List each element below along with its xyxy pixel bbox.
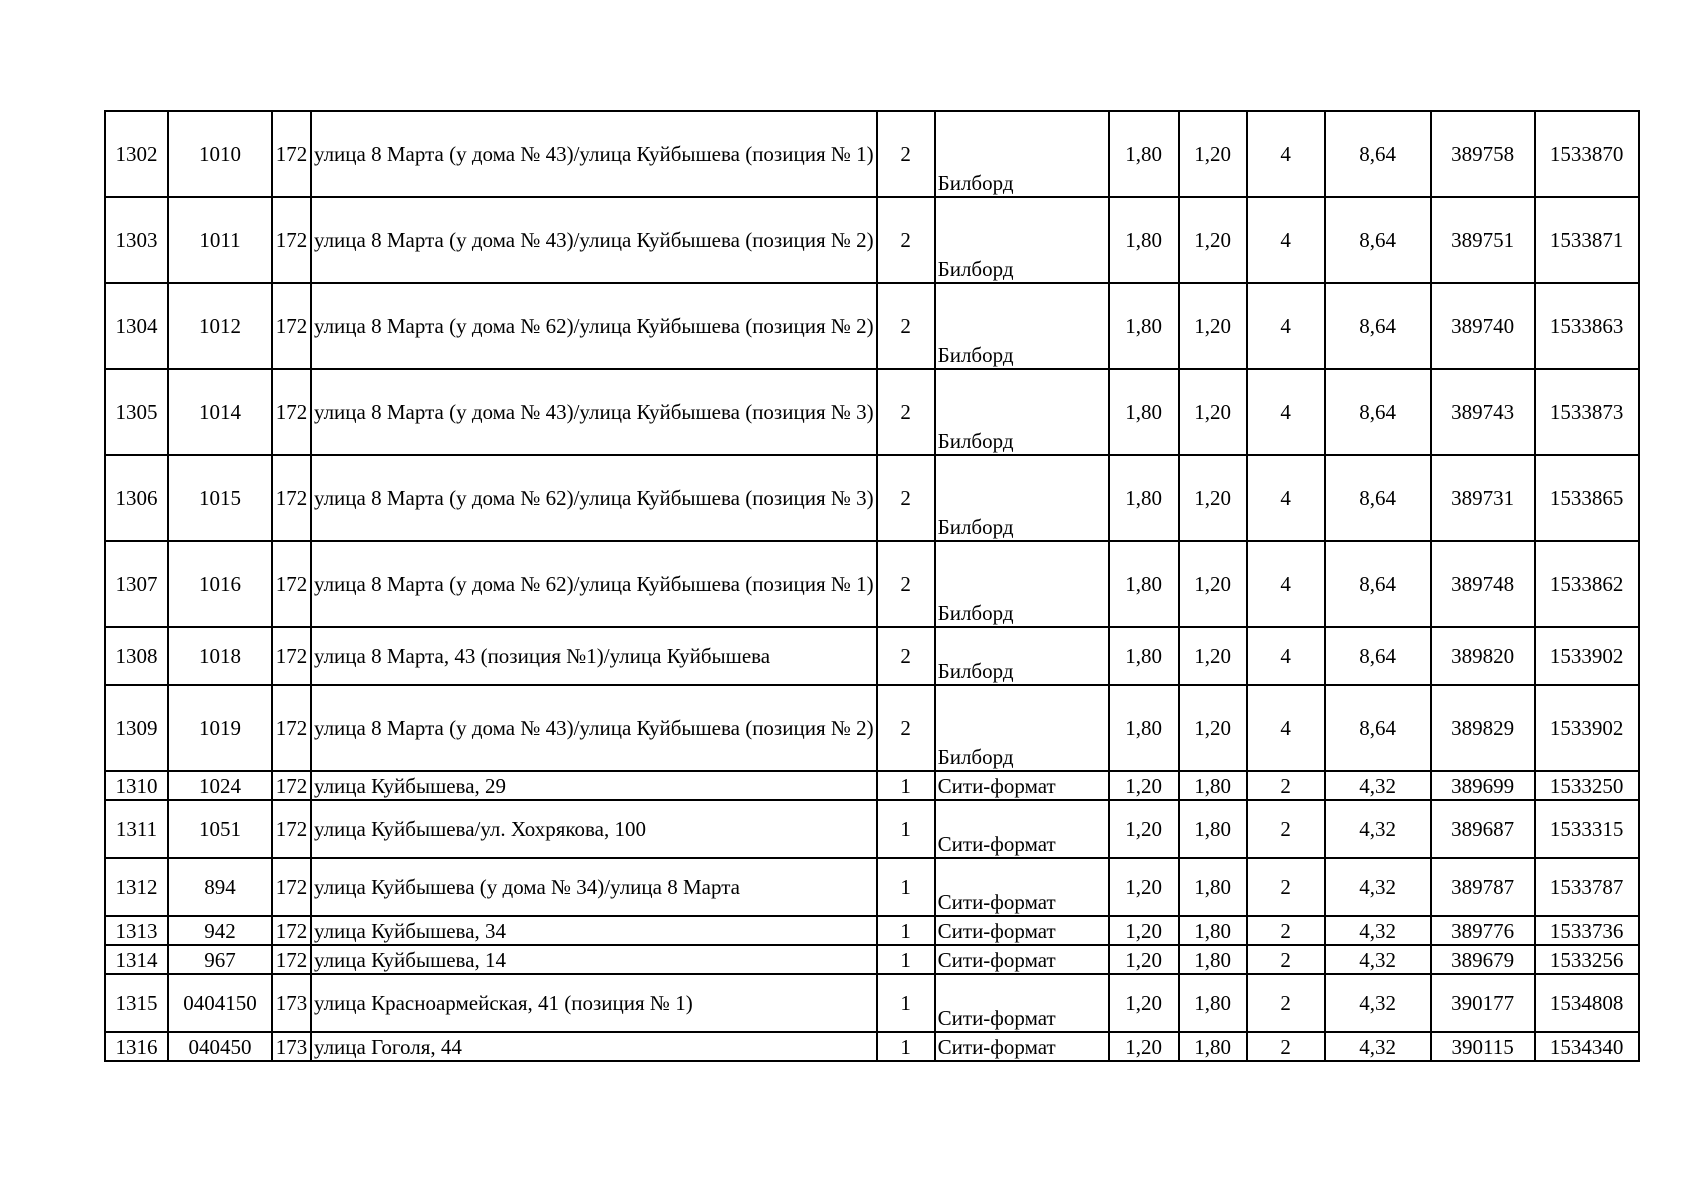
sides-cell: 2: [877, 283, 935, 369]
table-row: [105, 916, 1639, 945]
coord-x-cell: 389829: [1431, 685, 1535, 771]
sides-cell: 2: [877, 685, 935, 771]
area-cell: 8,64: [1325, 197, 1431, 283]
width-cell: 1,80: [1109, 369, 1179, 455]
row-number-cell: 1316: [105, 1032, 168, 1061]
coord-y-cell: 1533315: [1535, 800, 1639, 858]
fields-count-cell: 4: [1247, 627, 1325, 685]
height-cell: 1,80: [1179, 800, 1247, 858]
structure-type-cell: Билборд: [935, 541, 1109, 627]
sides-cell: 2: [877, 541, 935, 627]
address-cell: улица 8 Марта (у дома № 62)/улица Куйбышева (позиция № 3): [311, 455, 877, 541]
structure-type-cell: Билборд: [935, 283, 1109, 369]
row-number-cell: 1304: [105, 283, 168, 369]
structure-id-cell: 894: [168, 858, 272, 916]
area-cell: 4,32: [1325, 800, 1431, 858]
coord-x-cell: 389748: [1431, 541, 1535, 627]
coord-y-cell: 1534808: [1535, 974, 1639, 1032]
district-code-cell: 172: [272, 627, 311, 685]
row-number-cell: 1312: [105, 858, 168, 916]
address-cell: улица Куйбышева, 14: [311, 945, 877, 974]
area-cell: 4,32: [1325, 1032, 1431, 1061]
table-row: [105, 945, 1639, 974]
row-number-cell: 1305: [105, 369, 168, 455]
district-code-cell: 172: [272, 685, 311, 771]
table-row: [105, 197, 1639, 283]
coord-x-cell: 389820: [1431, 627, 1535, 685]
row-number-cell: 1308: [105, 627, 168, 685]
fields-count-cell: 2: [1247, 771, 1325, 800]
row-number-cell: 1314: [105, 945, 168, 974]
district-code-cell: 172: [272, 945, 311, 974]
structure-id-cell: 1024: [168, 771, 272, 800]
structure-id-cell: 1010: [168, 111, 272, 197]
row-number-cell: 1302: [105, 111, 168, 197]
coord-x-cell: 390115: [1431, 1032, 1535, 1061]
coord-x-cell: 389679: [1431, 945, 1535, 974]
coord-y-cell: 1533902: [1535, 685, 1639, 771]
structure-id-cell: 1018: [168, 627, 272, 685]
district-code-cell: 172: [272, 455, 311, 541]
width-cell: 1,80: [1109, 685, 1179, 771]
coord-y-cell: 1533787: [1535, 858, 1639, 916]
area-cell: 8,64: [1325, 455, 1431, 541]
row-number-cell: 1313: [105, 916, 168, 945]
fields-count-cell: 4: [1247, 541, 1325, 627]
structure-type-cell: Билборд: [935, 197, 1109, 283]
sides-cell: 2: [877, 111, 935, 197]
fields-count-cell: 4: [1247, 685, 1325, 771]
district-code-cell: 173: [272, 974, 311, 1032]
structure-type-cell: Сити-формат: [935, 800, 1109, 858]
height-cell: 1,20: [1179, 627, 1247, 685]
district-code-cell: 172: [272, 541, 311, 627]
district-code-cell: 172: [272, 800, 311, 858]
area-cell: 8,64: [1325, 369, 1431, 455]
sides-cell: 1: [877, 974, 935, 1032]
fields-count-cell: 4: [1247, 369, 1325, 455]
table-row: [105, 685, 1639, 771]
district-code-cell: 172: [272, 916, 311, 945]
structure-type-cell: Сити-формат: [935, 771, 1109, 800]
structure-id-cell: 1014: [168, 369, 272, 455]
table-row: [105, 1032, 1639, 1061]
structure-id-cell: 1016: [168, 541, 272, 627]
address-cell: улица 8 Марта (у дома № 43)/улица Куйбышева (позиция № 2): [311, 685, 877, 771]
structure-id-cell: 1015: [168, 455, 272, 541]
coord-y-cell: 1533863: [1535, 283, 1639, 369]
sides-cell: 2: [877, 627, 935, 685]
sides-cell: 1: [877, 771, 935, 800]
address-cell: улица Красноармейская, 41 (позиция № 1): [311, 974, 877, 1032]
width-cell: 1,20: [1109, 771, 1179, 800]
address-cell: улица 8 Марта (у дома № 43)/улица Куйбышева (позиция № 3): [311, 369, 877, 455]
height-cell: 1,20: [1179, 369, 1247, 455]
coord-y-cell: 1533870: [1535, 111, 1639, 197]
district-code-cell: 172: [272, 111, 311, 197]
height-cell: 1,80: [1179, 945, 1247, 974]
sides-cell: 1: [877, 916, 935, 945]
width-cell: 1,80: [1109, 283, 1179, 369]
table-row: [105, 455, 1639, 541]
sides-cell: 2: [877, 455, 935, 541]
height-cell: 1,20: [1179, 685, 1247, 771]
district-code-cell: 172: [272, 858, 311, 916]
fields-count-cell: 4: [1247, 455, 1325, 541]
coord-y-cell: 1533250: [1535, 771, 1639, 800]
width-cell: 1,80: [1109, 197, 1179, 283]
fields-count-cell: 4: [1247, 283, 1325, 369]
width-cell: 1,20: [1109, 916, 1179, 945]
address-cell: улица Куйбышева, 34: [311, 916, 877, 945]
structure-id-cell: 040450: [168, 1032, 272, 1061]
sides-cell: 2: [877, 197, 935, 283]
fields-count-cell: 2: [1247, 800, 1325, 858]
width-cell: 1,80: [1109, 455, 1179, 541]
fields-count-cell: 4: [1247, 111, 1325, 197]
structure-type-cell: Билборд: [935, 685, 1109, 771]
fields-count-cell: 2: [1247, 945, 1325, 974]
coord-y-cell: 1533873: [1535, 369, 1639, 455]
structure-type-cell: Сити-формат: [935, 974, 1109, 1032]
structure-type-cell: Билборд: [935, 369, 1109, 455]
area-cell: 8,64: [1325, 627, 1431, 685]
height-cell: 1,80: [1179, 1032, 1247, 1061]
coord-y-cell: 1533871: [1535, 197, 1639, 283]
structure-id-cell: 1051: [168, 800, 272, 858]
coord-x-cell: 389740: [1431, 283, 1535, 369]
structure-id-cell: 942: [168, 916, 272, 945]
structure-type-cell: Билборд: [935, 111, 1109, 197]
coord-x-cell: 389751: [1431, 197, 1535, 283]
sides-cell: 1: [877, 945, 935, 974]
coord-y-cell: 1533862: [1535, 541, 1639, 627]
width-cell: 1,80: [1109, 111, 1179, 197]
address-cell: улица Куйбышева (у дома № 34)/улица 8 Марта: [311, 858, 877, 916]
address-cell: улица 8 Марта (у дома № 43)/улица Куйбышева (позиция № 2): [311, 197, 877, 283]
row-number-cell: 1307: [105, 541, 168, 627]
area-cell: 4,32: [1325, 945, 1431, 974]
structure-id-cell: 0404150: [168, 974, 272, 1032]
address-cell: улица Куйбышева/ул. Хохрякова, 100: [311, 800, 877, 858]
address-cell: улица Гоголя, 44: [311, 1032, 877, 1061]
table-row: [105, 369, 1639, 455]
coord-x-cell: 389758: [1431, 111, 1535, 197]
table-body: [105, 111, 1639, 1061]
table-row: [105, 111, 1639, 197]
row-number-cell: 1303: [105, 197, 168, 283]
area-cell: 8,64: [1325, 685, 1431, 771]
coord-y-cell: 1534340: [1535, 1032, 1639, 1061]
row-number-cell: 1315: [105, 974, 168, 1032]
area-cell: 4,32: [1325, 974, 1431, 1032]
structure-id-cell: 1011: [168, 197, 272, 283]
area-cell: 4,32: [1325, 771, 1431, 800]
coord-x-cell: 389743: [1431, 369, 1535, 455]
height-cell: 1,20: [1179, 197, 1247, 283]
structure-id-cell: 1019: [168, 685, 272, 771]
table-row: [105, 858, 1639, 916]
coord-x-cell: 389731: [1431, 455, 1535, 541]
structure-type-cell: Сити-формат: [935, 1032, 1109, 1061]
width-cell: 1,80: [1109, 627, 1179, 685]
area-cell: 4,32: [1325, 916, 1431, 945]
row-number-cell: 1310: [105, 771, 168, 800]
address-cell: улица 8 Марта (у дома № 43)/улица Куйбышева (позиция № 1): [311, 111, 877, 197]
district-code-cell: 173: [272, 1032, 311, 1061]
district-code-cell: 172: [272, 369, 311, 455]
width-cell: 1,20: [1109, 974, 1179, 1032]
area-cell: 4,32: [1325, 858, 1431, 916]
coord-x-cell: 389776: [1431, 916, 1535, 945]
height-cell: 1,80: [1179, 771, 1247, 800]
width-cell: 1,20: [1109, 800, 1179, 858]
fields-count-cell: 2: [1247, 974, 1325, 1032]
district-code-cell: 172: [272, 283, 311, 369]
coord-y-cell: 1533736: [1535, 916, 1639, 945]
coord-y-cell: 1533256: [1535, 945, 1639, 974]
structure-id-cell: 967: [168, 945, 272, 974]
sides-cell: 1: [877, 858, 935, 916]
structure-id-cell: 1012: [168, 283, 272, 369]
address-cell: улица 8 Марта (у дома № 62)/улица Куйбышева (позиция № 1): [311, 541, 877, 627]
table-row: [105, 771, 1639, 800]
coord-y-cell: 1533865: [1535, 455, 1639, 541]
table-row: [105, 974, 1639, 1032]
row-number-cell: 1311: [105, 800, 168, 858]
fields-count-cell: 2: [1247, 858, 1325, 916]
width-cell: 1,20: [1109, 1032, 1179, 1061]
area-cell: 8,64: [1325, 541, 1431, 627]
row-number-cell: 1309: [105, 685, 168, 771]
structure-type-cell: Сити-формат: [935, 916, 1109, 945]
address-cell: улица 8 Марта (у дома № 62)/улица Куйбышева (позиция № 2): [311, 283, 877, 369]
coord-x-cell: 390177: [1431, 974, 1535, 1032]
table-row: [105, 283, 1639, 369]
height-cell: 1,80: [1179, 858, 1247, 916]
sides-cell: 1: [877, 800, 935, 858]
height-cell: 1,20: [1179, 541, 1247, 627]
structure-type-cell: Билборд: [935, 455, 1109, 541]
sides-cell: 1: [877, 1032, 935, 1061]
fields-count-cell: 4: [1247, 197, 1325, 283]
coord-x-cell: 389699: [1431, 771, 1535, 800]
structure-type-cell: Сити-формат: [935, 858, 1109, 916]
sides-cell: 2: [877, 369, 935, 455]
height-cell: 1,20: [1179, 111, 1247, 197]
coord-y-cell: 1533902: [1535, 627, 1639, 685]
structure-type-cell: Сити-формат: [935, 945, 1109, 974]
structure-type-cell: Билборд: [935, 627, 1109, 685]
address-cell: улица 8 Марта, 43 (позиция №1)/улица Куйбышева: [311, 627, 877, 685]
table-row: [105, 541, 1639, 627]
fields-count-cell: 2: [1247, 916, 1325, 945]
advertising-structures-table: [104, 110, 1640, 1062]
district-code-cell: 172: [272, 197, 311, 283]
width-cell: 1,20: [1109, 945, 1179, 974]
fields-count-cell: 2: [1247, 1032, 1325, 1061]
width-cell: 1,20: [1109, 858, 1179, 916]
coord-x-cell: 389687: [1431, 800, 1535, 858]
area-cell: 8,64: [1325, 111, 1431, 197]
address-cell: улица Куйбышева, 29: [311, 771, 877, 800]
height-cell: 1,20: [1179, 283, 1247, 369]
table-row: [105, 627, 1639, 685]
coord-x-cell: 389787: [1431, 858, 1535, 916]
height-cell: 1,80: [1179, 916, 1247, 945]
height-cell: 1,80: [1179, 974, 1247, 1032]
height-cell: 1,20: [1179, 455, 1247, 541]
row-number-cell: 1306: [105, 455, 168, 541]
district-code-cell: 172: [272, 771, 311, 800]
width-cell: 1,80: [1109, 541, 1179, 627]
area-cell: 8,64: [1325, 283, 1431, 369]
table-row: [105, 800, 1639, 858]
